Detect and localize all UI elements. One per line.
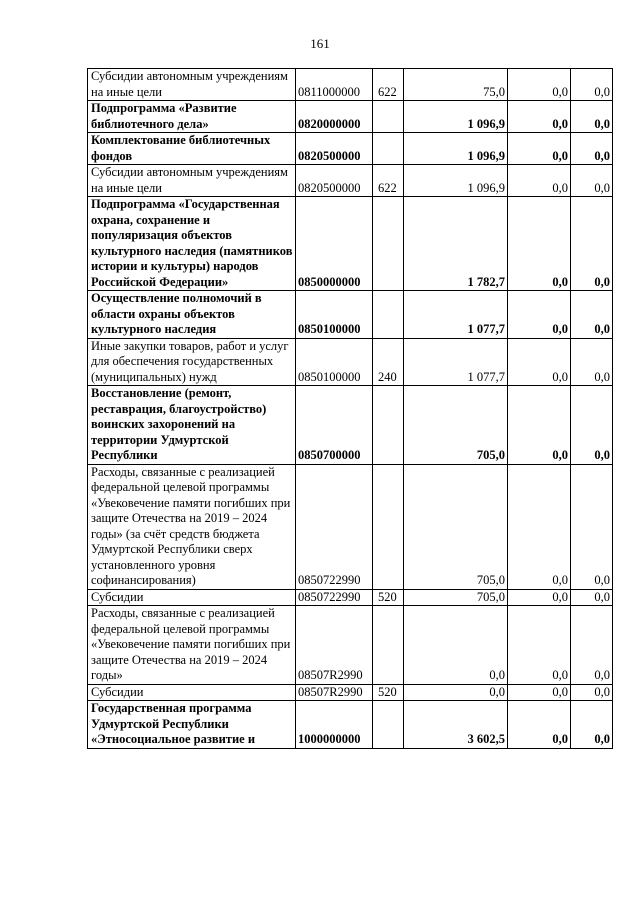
row-name-cell: Субсидии автономным учреждениям на иные цели xyxy=(88,69,296,101)
budget-table xyxy=(87,68,613,749)
row-amount-cell: 0,0 xyxy=(404,606,508,685)
row-code-cell: 0820500000 xyxy=(296,133,373,165)
row-name-cell: Комплектование библиотечных фондов xyxy=(88,133,296,165)
row-expense-type-cell: 520 xyxy=(373,684,404,701)
row-value-3-cell: 0,0 xyxy=(571,291,613,339)
row-code-cell: 0820500000 xyxy=(296,165,373,197)
row-expense-type-cell xyxy=(373,464,404,589)
row-code-cell: 0820000000 xyxy=(296,101,373,133)
row-expense-type-cell xyxy=(373,701,404,749)
row-value-3-cell: 0,0 xyxy=(571,165,613,197)
row-expense-type-cell xyxy=(373,386,404,465)
table-row xyxy=(88,133,613,165)
budget-table-body xyxy=(88,69,613,749)
row-expense-type-cell: 622 xyxy=(373,165,404,197)
row-amount-cell: 1 077,7 xyxy=(404,338,508,386)
row-name-cell: Государственная программа Удмуртской Республики «Этносоциальное развитие и xyxy=(88,701,296,749)
row-code-cell: 0850722990 xyxy=(296,464,373,589)
row-name-cell: Субсидии автономным учреждениям на иные цели xyxy=(88,165,296,197)
row-value-3-cell: 0,0 xyxy=(571,197,613,291)
row-code-cell: 0850100000 xyxy=(296,291,373,339)
table-row xyxy=(88,386,613,465)
row-expense-type-cell xyxy=(373,606,404,685)
row-value-2-cell: 0,0 xyxy=(508,606,571,685)
row-value-2-cell: 0,0 xyxy=(508,684,571,701)
row-value-3-cell: 0,0 xyxy=(571,464,613,589)
row-code-cell: 08507R2990 xyxy=(296,606,373,685)
row-value-2-cell: 0,0 xyxy=(508,69,571,101)
row-value-2-cell: 0,0 xyxy=(508,701,571,749)
row-code-cell: 0850700000 xyxy=(296,386,373,465)
page-number: 161 xyxy=(310,36,330,51)
row-name-cell: Осуществление полномочий в области охраны объектов культурного наследия xyxy=(88,291,296,339)
row-code-cell: 0811000000 xyxy=(296,69,373,101)
row-value-2-cell: 0,0 xyxy=(508,386,571,465)
table-row xyxy=(88,197,613,291)
row-expense-type-cell xyxy=(373,197,404,291)
row-name-cell: Подпрограмма «Государственная охрана, сохранение и популяризация объектов культурного наследия (памятников истории и культуры) народов Российской Федерации» xyxy=(88,197,296,291)
row-name-cell: Расходы, связанные с реализацией федеральной целевой программы «Увековечение памяти погибших при защите Отечества на 2019 – 2024 годы» xyxy=(88,606,296,685)
row-amount-cell: 0,0 xyxy=(404,684,508,701)
table-row xyxy=(88,69,613,101)
row-name-cell: Субсидии xyxy=(88,684,296,701)
row-amount-cell: 75,0 xyxy=(404,69,508,101)
table-row xyxy=(88,464,613,589)
row-expense-type-cell: 622 xyxy=(373,69,404,101)
row-code-cell: 0850000000 xyxy=(296,197,373,291)
row-expense-type-cell xyxy=(373,291,404,339)
row-expense-type-cell: 240 xyxy=(373,338,404,386)
row-value-2-cell: 0,0 xyxy=(508,197,571,291)
row-amount-cell: 705,0 xyxy=(404,464,508,589)
table-row xyxy=(88,684,613,701)
row-value-2-cell: 0,0 xyxy=(508,101,571,133)
row-amount-cell: 1 096,9 xyxy=(404,165,508,197)
table-row xyxy=(88,291,613,339)
row-amount-cell: 705,0 xyxy=(404,589,508,606)
table-row xyxy=(88,701,613,749)
row-value-2-cell: 0,0 xyxy=(508,464,571,589)
row-code-cell: 0850100000 xyxy=(296,338,373,386)
row-amount-cell: 1 096,9 xyxy=(404,101,508,133)
row-amount-cell: 3 602,5 xyxy=(404,701,508,749)
row-amount-cell: 1 782,7 xyxy=(404,197,508,291)
table-row xyxy=(88,606,613,685)
row-value-3-cell: 0,0 xyxy=(571,386,613,465)
row-expense-type-cell xyxy=(373,101,404,133)
row-value-3-cell: 0,0 xyxy=(571,133,613,165)
row-value-2-cell: 0,0 xyxy=(508,133,571,165)
row-name-cell: Расходы, связанные с реализацией федеральной целевой программы «Увековечение памяти погибших при защите Отечества на 2019 – 2024 годы» (за счёт средств бюджета Удмуртской Республики сверх установленного уровня софинансирования) xyxy=(88,464,296,589)
table-row xyxy=(88,101,613,133)
row-expense-type-cell xyxy=(373,133,404,165)
row-amount-cell: 1 096,9 xyxy=(404,133,508,165)
row-value-3-cell: 0,0 xyxy=(571,606,613,685)
row-value-2-cell: 0,0 xyxy=(508,589,571,606)
row-value-2-cell: 0,0 xyxy=(508,338,571,386)
row-amount-cell: 705,0 xyxy=(404,386,508,465)
table-row xyxy=(88,165,613,197)
row-amount-cell: 1 077,7 xyxy=(404,291,508,339)
row-code-cell: 1000000000 xyxy=(296,701,373,749)
row-name-cell: Субсидии xyxy=(88,589,296,606)
row-code-cell: 0850722990 xyxy=(296,589,373,606)
row-value-2-cell: 0,0 xyxy=(508,291,571,339)
row-value-2-cell: 0,0 xyxy=(508,165,571,197)
row-value-3-cell: 0,0 xyxy=(571,701,613,749)
row-name-cell: Восстановление (ремонт, реставрация, благоустройство) воинских захоронений на территории Удмуртской Республики xyxy=(88,386,296,465)
row-value-3-cell: 0,0 xyxy=(571,589,613,606)
row-value-3-cell: 0,0 xyxy=(571,338,613,386)
table-row xyxy=(88,338,613,386)
row-name-cell: Иные закупки товаров, работ и услуг для обеспечения государственных (муниципальных) нужд xyxy=(88,338,296,386)
table-row xyxy=(88,589,613,606)
row-name-cell: Подпрограмма «Развитие библиотечного дела» xyxy=(88,101,296,133)
row-value-3-cell: 0,0 xyxy=(571,684,613,701)
row-code-cell: 08507R2990 xyxy=(296,684,373,701)
row-expense-type-cell: 520 xyxy=(373,589,404,606)
row-value-3-cell: 0,0 xyxy=(571,69,613,101)
row-value-3-cell: 0,0 xyxy=(571,101,613,133)
